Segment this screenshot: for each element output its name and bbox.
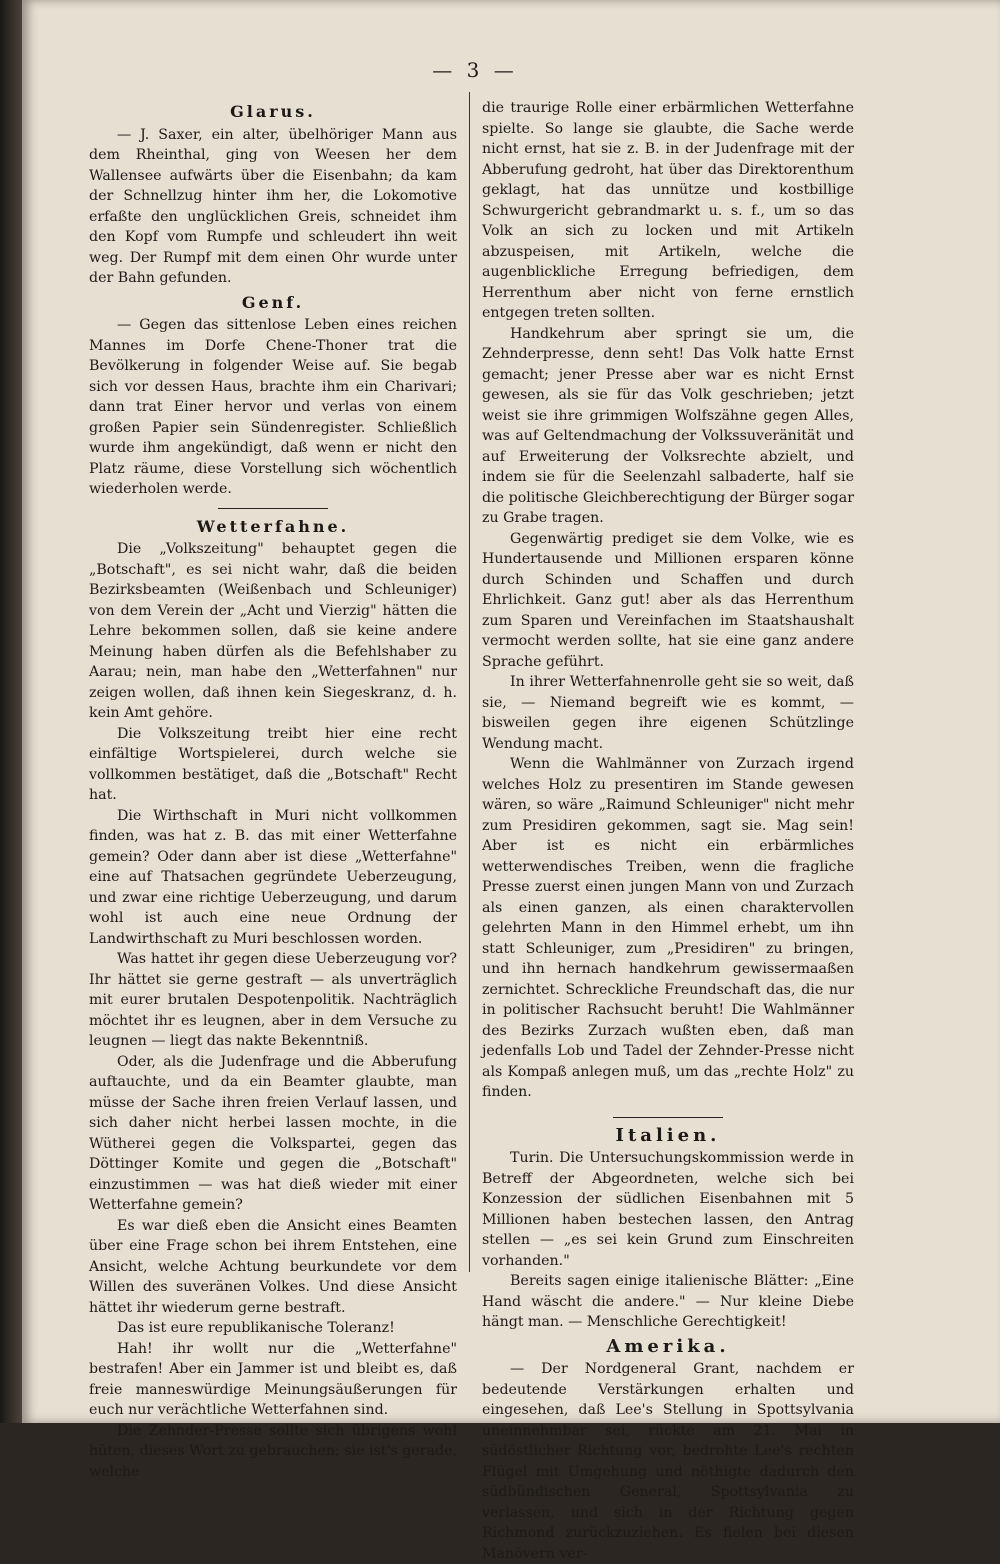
continuation-paragraph: Handkehrum aber springt sie um, die Zehnderpresse, denn seht! Das Volk hatte Ernst gemacht; jener Presse aber war es nicht Ernst gewesen, als sie für das Volk geschrieben; jetzt weist sie ihre grimmigen Wolfszähne gegen Alles, was auf Geltendmachung der Volkssuveränität und auf Erweiterung der Volksrechte abzielt, und indem sie für die Seelenzahl salbaderte, half sie die politische Gleichberechtigung der Bürger sogar zu Grabe tragen.	[482, 325, 854, 526]
wetterfahne-paragraph: Die Wirthschaft in Muri nicht vollkommen finden, was hat z. B. das mit einer Wetterfahne gemein? Oder dann aber ist diese „Wetterfahne" eine auf Thatsachen gegründete Ueberzeugung, und zwar eine richtige Ueberzeugung, und darum wohl ist auch eine neue Ordnung der Landwirthschaft zu Muri beschlossen worden.	[89, 807, 457, 947]
wetterfahne-paragraph: Was hattet ihr gegen diese Ueberzeugung vor? Ihr hättet sie gerne gestraft — als unverträglich mit eurer brutalen Despotenpolitik. Nachträglich möchtet ihr es leugnen, aber in dem Versuche zu leugnen — liegt das nakte Bekenntniß.	[89, 951, 457, 1049]
page-number: — 3 —	[432, 58, 518, 82]
newspaper-page	[22, 0, 1000, 1562]
wetterfahne-paragraph: Die Volkszeitung treibt hier eine recht einfältige Wortspielerei, durch welche sie vollkommen bestätiget, daß die „Botschaft" Recht hat.	[89, 725, 457, 803]
right-column	[482, 98, 854, 1564]
continuation-paragraph: die traurige Rolle einer erbärmlichen Wetterfahne spielte. So lange sie glaubte, die Sache werde nicht ernst, hat sie z. B. in der Judenfrage mit der Abberufung gedroht, hat über das Direktorenthum geklagt, hat das unnütze und kostbillige Schwurgericht gebrandmarkt u. s. f., um so das Volk an sich zu locken und mit Artikeln abzuspeisen, mit Artikeln, welche die augenblickliche Erregung befriedigen, dem Herrenthum aber nicht von ferne ernstlich entgegen treten sollten.	[482, 100, 854, 321]
article-amerika: — Der Nordgeneral Grant, nachdem er bedeutende Verstärkungen erhalten und eingesehen, daß Lee's Stellung in Spottsylvania uneinnehmbar sei, rückte am 21. Mai in südöstlicher Richtung vor, bedrohte Lee's rechten Flügel mit Umgehung und nöthigte dadurch den südbündischen General, Spottsylvania zu verlassen, und sich in der Richtung gegen Richmond zurückzuziehen. Es fielen bei diesen Manövern ver-	[482, 1361, 854, 1562]
heading-glarus: Glarus.	[230, 102, 316, 121]
heading-wetterfahne: Wetterfahne.	[196, 516, 350, 536]
section-divider	[218, 508, 328, 509]
wetterfahne-paragraph: Die Zehnder-Presse sollte sich übrigens wohl hüten, dieses Wort zu gebrauchen; sie ist's gerade, welche	[89, 1422, 457, 1480]
section-divider	[613, 1117, 723, 1118]
left-column	[89, 98, 457, 1482]
wetterfahne-paragraph: Oder, als die Judenfrage und die Abberufung auftauchte, und da ein Beamter glaubte, man müsse der Sache ihren freien Verlauf lassen, und sich daher nicht herbei lassen mochte, in die Wütherei gegen die Volkspartei, gegen das Döttinger Komite und gegen die „Botschaft" einzustimmen — was hat dieß wieder mit einer Wetterfahne gemein?	[89, 1053, 457, 1213]
italien-paragraph: Turin. Die Untersuchungskommission werde in Betreff der Abgeordneten, welche sich bei Konzession der südlichen Eisenbahnen mit 5 Millionen haben bestechen lassen, den Antrag stellen — „es sei kein Grund zum Einschreiten vorhanden."	[482, 1150, 854, 1269]
wetterfahne-paragraph: Das ist eure republikanische Toleranz!	[117, 1320, 395, 1336]
column-divider	[469, 92, 470, 1272]
wetterfahne-paragraph: Hah! ihr wollt nur die „Wetterfahne" bestrafen! Aber ein Jammer ist und bleibt es, daß freie manneswürdige Meinungsäußerungen für euch nur verächtliche Wetterfahnen sind.	[89, 1340, 457, 1418]
book-spine	[0, 0, 22, 1423]
heading-italien: Italien.	[615, 1124, 721, 1146]
wetterfahne-paragraph: Die „Volkszeitung" behauptet gegen die „Botschaft", es sei nicht wahr, daß die beiden Bezirksbeamten (Weißenbach und Schleuniger) von dem Verein der „Acht und Vierzig" hätten die Lehre bekommen sollen, daß sie keine andere Meinung haben dürfen als die Befehlshaber zu Aarau; nein, man habe den „Wetterfahnen" nur zeigen wollen, daß ihnen kein Siegeskranz, d. h. kein Amt gehöre.	[89, 541, 457, 721]
italien-paragraph: Bereits sagen einige italienische Blätter: „Eine Hand wäscht die andere." — Nur kleine Diebe hängt man. — Menschliche Gerechtigkeit!	[482, 1273, 854, 1330]
heading-genf: Genf.	[241, 292, 305, 312]
article-genf: — Gegen das sittenlose Leben eines reichen Mannes im Dorfe Chene-Thoner trat die Bevölkerung in folgender Weise auf. Sie begab sich vor dessen Haus, brachte ihm ein Charivari; dann trat Einer hervor und verlas von einem großen Papier sein Sündenregister. Schließlich wurde ihm angekündigt, daß wenn er nicht den Platz räume, diese Vorstellung sich wöchentlich wiederholen werde.	[89, 317, 457, 497]
continuation-paragraph: In ihrer Wetterfahnenrolle geht sie so weit, daß sie, — Niemand begreift wie es kommt, — bisweilen gegen ihre eigenen Schützlinge Wendung macht.	[482, 674, 854, 752]
heading-amerika: Amerika.	[606, 1335, 730, 1357]
continuation-paragraph: Gegenwärtig prediget sie dem Volke, wie es Hundertausende und Millionen ersparen könne durch Schinden und Schaffen und durch Ehrlichkeit. Ganz gut! aber als das Herrenthum zum Sparen und Vereinfachen im Staatshaushalt vermocht werden sollte, hat sie eine ganz andere Sprache geführt.	[482, 530, 854, 670]
article-glarus: — J. Saxer, ein alter, übelhöriger Mann aus dem Rheinthal, ging von Weesen her dem Wallensee aufwärts über die Eisenbahn; da kam der Schnellzug hinter ihm her, die Lokomotive erfaßte den unglücklichen Greis, schneidet ihm den Kopf vom Rumpfe und schleudert ihn weit weg. Der Rumpf mit dem einen Ohr wurde unter der Bahn gefunden.	[89, 126, 457, 286]
wetterfahne-paragraph: Es war dieß eben die Ansicht eines Beamten über eine Frage schon bei ihrem Entstehen, eine Ansicht, welche Achtung beurkundete vor dem Willen des suveränen Volkes. Und diese Ansicht hättet ihr wiederum gerne bestraft.	[89, 1217, 457, 1316]
continuation-paragraph: Wenn die Wahlmänner von Zurzach irgend welches Holz zu presentiren im Stande gewesen wären, so wäre „Raimund Schleuniger" nicht mehr zum Presidiren gekommen, sagt sie. Mag sein! Aber ist es nicht ein erbärmliches wetterwendisches Treiben, wenn die fragliche Presse zuerst einen jungen Mann von und Zurzach als einen ganzen, als einen charaktervollen gelehrten Mann in den Himmel erhebt, um ihn statt Schleuniger, zum „Presidiren" zu bringen, und ihn hernach handkehrum gewissermaaßen zernichtet. Schreckliche Freundschaft das, die nur in politischer Rachsucht beruht! Die Wahlmänner des Bezirks Zurzach wußten eben, daß man jedenfalls Lob und Tadel der Zehnder-Presse nicht als Kompaß anlegen muß, um das „rechte Holz" zu finden.	[482, 756, 854, 1100]
